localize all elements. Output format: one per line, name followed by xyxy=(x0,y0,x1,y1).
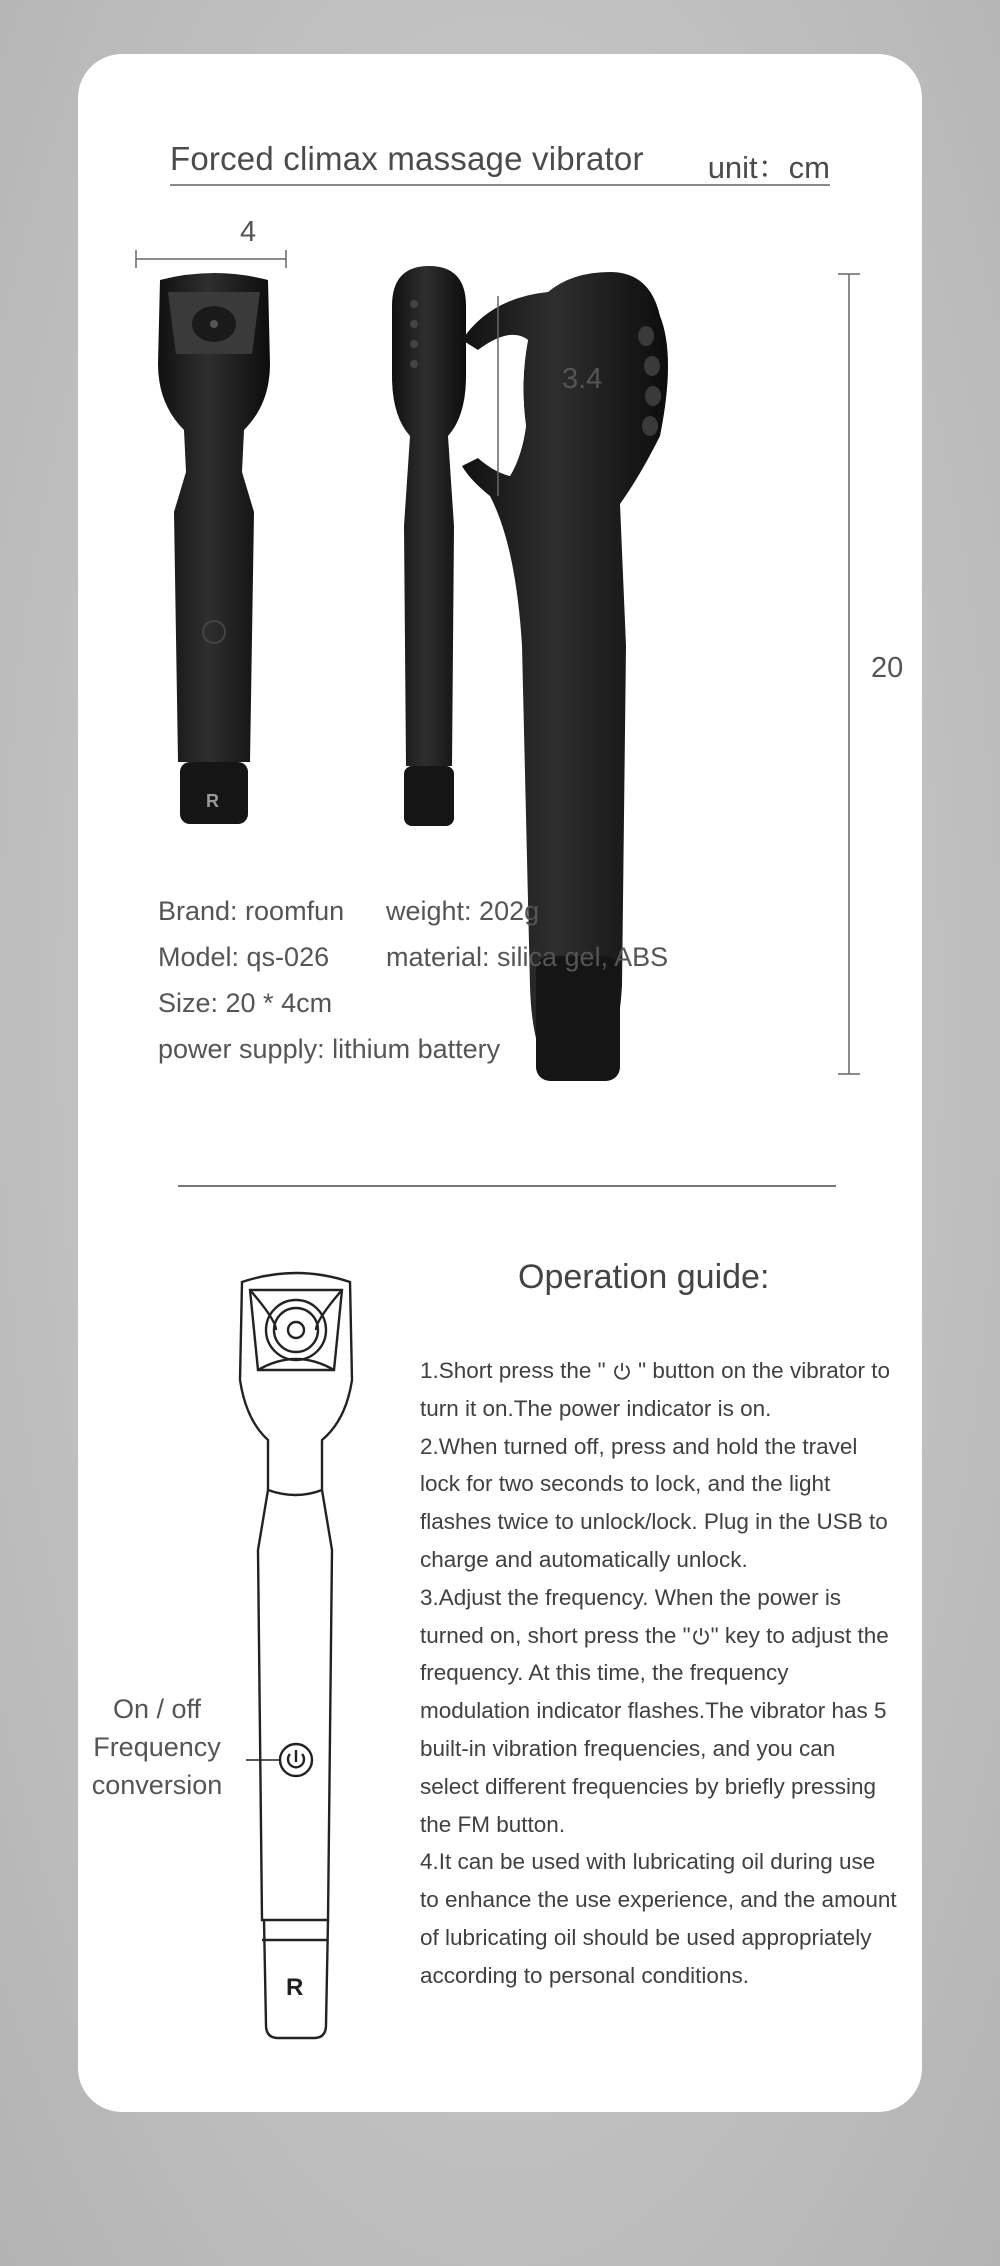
guide-step: 3.Adjust the frequency. When the power is turned on, short press the " " key to adjust the frequency. At this time, the frequency modulation indicator flashes.The vibrator has 5 built-in vibration frequencies, and you can select different frequencies by briefly pressing the FM button. xyxy=(420,1584,889,1837)
label-conversion: conversion xyxy=(91,1770,223,1800)
power-button-label xyxy=(80,1690,234,1804)
brand-logo-icon: R xyxy=(286,1974,304,2001)
power-icon xyxy=(612,1361,632,1381)
guide-step: 2.When turned off, press and hold the travel lock for two seconds to lock, and the light flashes twice to unlock/lock. Plug in the USB to charge and automatically unlock. xyxy=(420,1433,888,1572)
length-value: 20 xyxy=(871,652,904,684)
product-angled-view xyxy=(450,266,720,1146)
spec-power: power supply: lithium battery xyxy=(158,1034,501,1064)
guide-step: 4.It can be used with lubricating oil during use to enhance the use experience, and the amount of lubricating oil should be used appropriately according to personal conditions. xyxy=(420,1849,897,1988)
guide-steps xyxy=(420,1352,900,1995)
guide-title: Operation guide: xyxy=(518,1258,770,1296)
width-dimension-line xyxy=(134,244,294,274)
title-row xyxy=(170,140,830,186)
product-outline-diagram xyxy=(216,1260,376,2050)
length-dimension-line xyxy=(834,272,864,1082)
diagram-power-icon xyxy=(280,1744,312,1776)
page-title: Forced climax massage vibrator xyxy=(170,140,644,177)
spec-size: Size: 20 * 4cm xyxy=(158,988,333,1018)
spec-weight: weight: 202g xyxy=(386,896,540,926)
ring-opening-value: 3.4 xyxy=(562,363,603,395)
spec-model: Model: qs-026 xyxy=(158,942,330,972)
spec-brand: Brand: roomfun xyxy=(158,896,345,926)
label-frequency: Frequency xyxy=(93,1732,221,1762)
head-width-value: 4 xyxy=(240,216,257,248)
label-on-off: On / off xyxy=(112,1694,202,1724)
power-icon xyxy=(691,1626,711,1646)
product-card xyxy=(78,54,922,2112)
guide-step: 1.Short press the " " button on the vibrator to turn it on.The power indicator is on. xyxy=(420,1358,890,1421)
product-front-view xyxy=(134,272,294,832)
spec-material: material: silica gel, ABS xyxy=(386,942,669,972)
svg-text:R: R xyxy=(206,791,219,811)
unit-label: unit：cm xyxy=(707,150,830,185)
section-divider xyxy=(178,1185,836,1187)
